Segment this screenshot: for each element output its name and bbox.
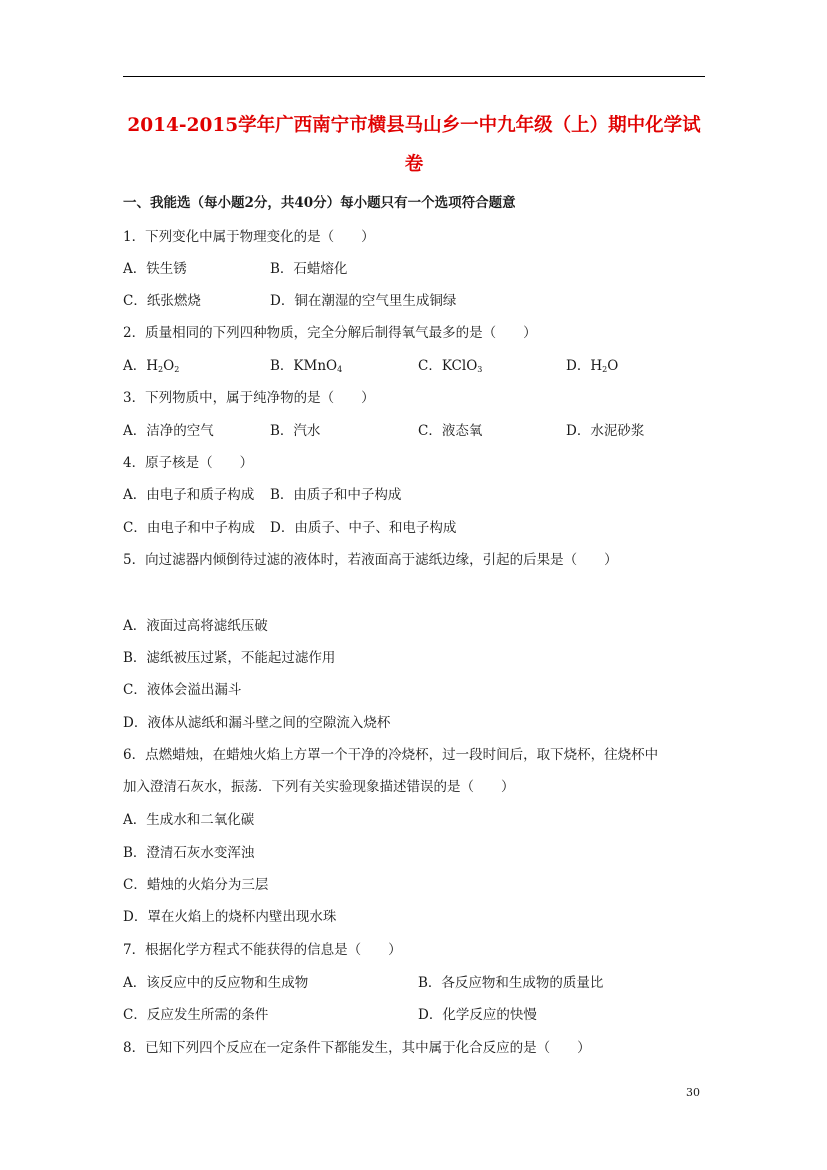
header-rule <box>123 76 705 77</box>
q6-option-a: A．生成水和二氧化碳 <box>123 812 255 828</box>
question-1-stem: 1．下列变化中属于物理变化的是（ ） <box>123 229 375 245</box>
q5-option-c: C．液体会溢出漏斗 <box>123 682 242 698</box>
q4-option-a: A．由电子和质子构成 <box>123 487 255 503</box>
question-6-stem-line2: 加入澄清石灰水，振荡．下列有关实验现象描述错误的是（ ） <box>123 779 515 795</box>
question-6-stem-line1: 6．点燃蜡烛，在蜡烛火焰上方罩一个干净的冷烧杯，过一段时间后，取下烧杯，往烧杯中 <box>123 747 659 763</box>
q2-option-a: A．$H_2O_2$ <box>123 358 180 374</box>
q6-option-b: B．澄清石灰水变浑浊 <box>123 845 255 861</box>
q3-option-d: D．水泥砂浆 <box>566 423 645 439</box>
q7-option-b: B．各反应物和生成物的质量比 <box>418 975 604 991</box>
q7-option-a: A．该反应中的反应物和生成物 <box>123 975 309 991</box>
q3-option-b: B．汽水 <box>270 423 321 439</box>
question-7-stem: 7．根据化学方程式不能获得的信息是（ ） <box>123 942 402 958</box>
q1-option-d: D．铜在潮湿的空气里生成铜绿 <box>270 293 457 309</box>
q2-option-c: C．KClO$_3$ <box>418 358 483 374</box>
q5-option-b: B．滤纸被压过紧，不能起过滤作用 <box>123 650 336 666</box>
exam-title-line2: 卷 <box>404 154 424 175</box>
q1-option-c: C．纸张燃烧 <box>123 293 201 309</box>
q4-option-d: D．由质子、中子、和电子构成 <box>270 520 457 536</box>
q5-option-d: D．液体从滤纸和漏斗壁之间的空隙流入烧杯 <box>123 715 391 731</box>
q7-option-d: D．化学反应的快慢 <box>418 1007 537 1023</box>
q3-option-c: C．液态氧 <box>418 423 483 439</box>
q6-option-d: D．罩在火焰上的烧杯内壁出现水珠 <box>123 909 337 925</box>
question-2-stem: 2．质量相同的下列四种物质，完全分解后制得氧气最多的是（ ） <box>123 325 537 341</box>
q4-option-c: C．由电子和中子构成 <box>123 520 255 536</box>
q4-option-b: B．由质子和中子构成 <box>270 487 402 503</box>
q6-option-c: C．蜡烛的火焰分为三层 <box>123 877 269 893</box>
q1-option-a: A．铁生锈 <box>123 261 187 277</box>
exam-title-line1: 2014-2015学年广西南宁市横县马山乡一中九年级（上）期中化学试 <box>127 115 701 136</box>
q2-option-b: B．KMnO$_4$ <box>270 358 343 374</box>
q1-option-b: B．石蜡熔化 <box>270 261 348 277</box>
section-heading: 一、我能选（每小题2分，共40分）每小题只有一个选项符合题意 <box>123 195 516 211</box>
question-5-stem: 5．向过滤器内倾倒待过滤的液体时，若液面高于滤纸边缘，引起的后果是（ ） <box>123 552 618 568</box>
q3-option-a: A．洁净的空气 <box>123 423 214 439</box>
q2-option-d: D．$H_2O$ <box>566 358 619 374</box>
question-3-stem: 3．下列物质中，属于纯净物的是（ ） <box>123 390 375 406</box>
question-8-stem: 8．已知下列四个反应在一定条件下都能发生，其中属于化合反应的是（ ） <box>123 1040 591 1056</box>
q5-option-a: A．液面过高将滤纸压破 <box>123 618 268 634</box>
q7-option-c: C．反应发生所需的条件 <box>123 1007 269 1023</box>
question-4-stem: 4．原子核是（ ） <box>123 455 254 471</box>
page-number: 30 <box>686 1086 700 1099</box>
